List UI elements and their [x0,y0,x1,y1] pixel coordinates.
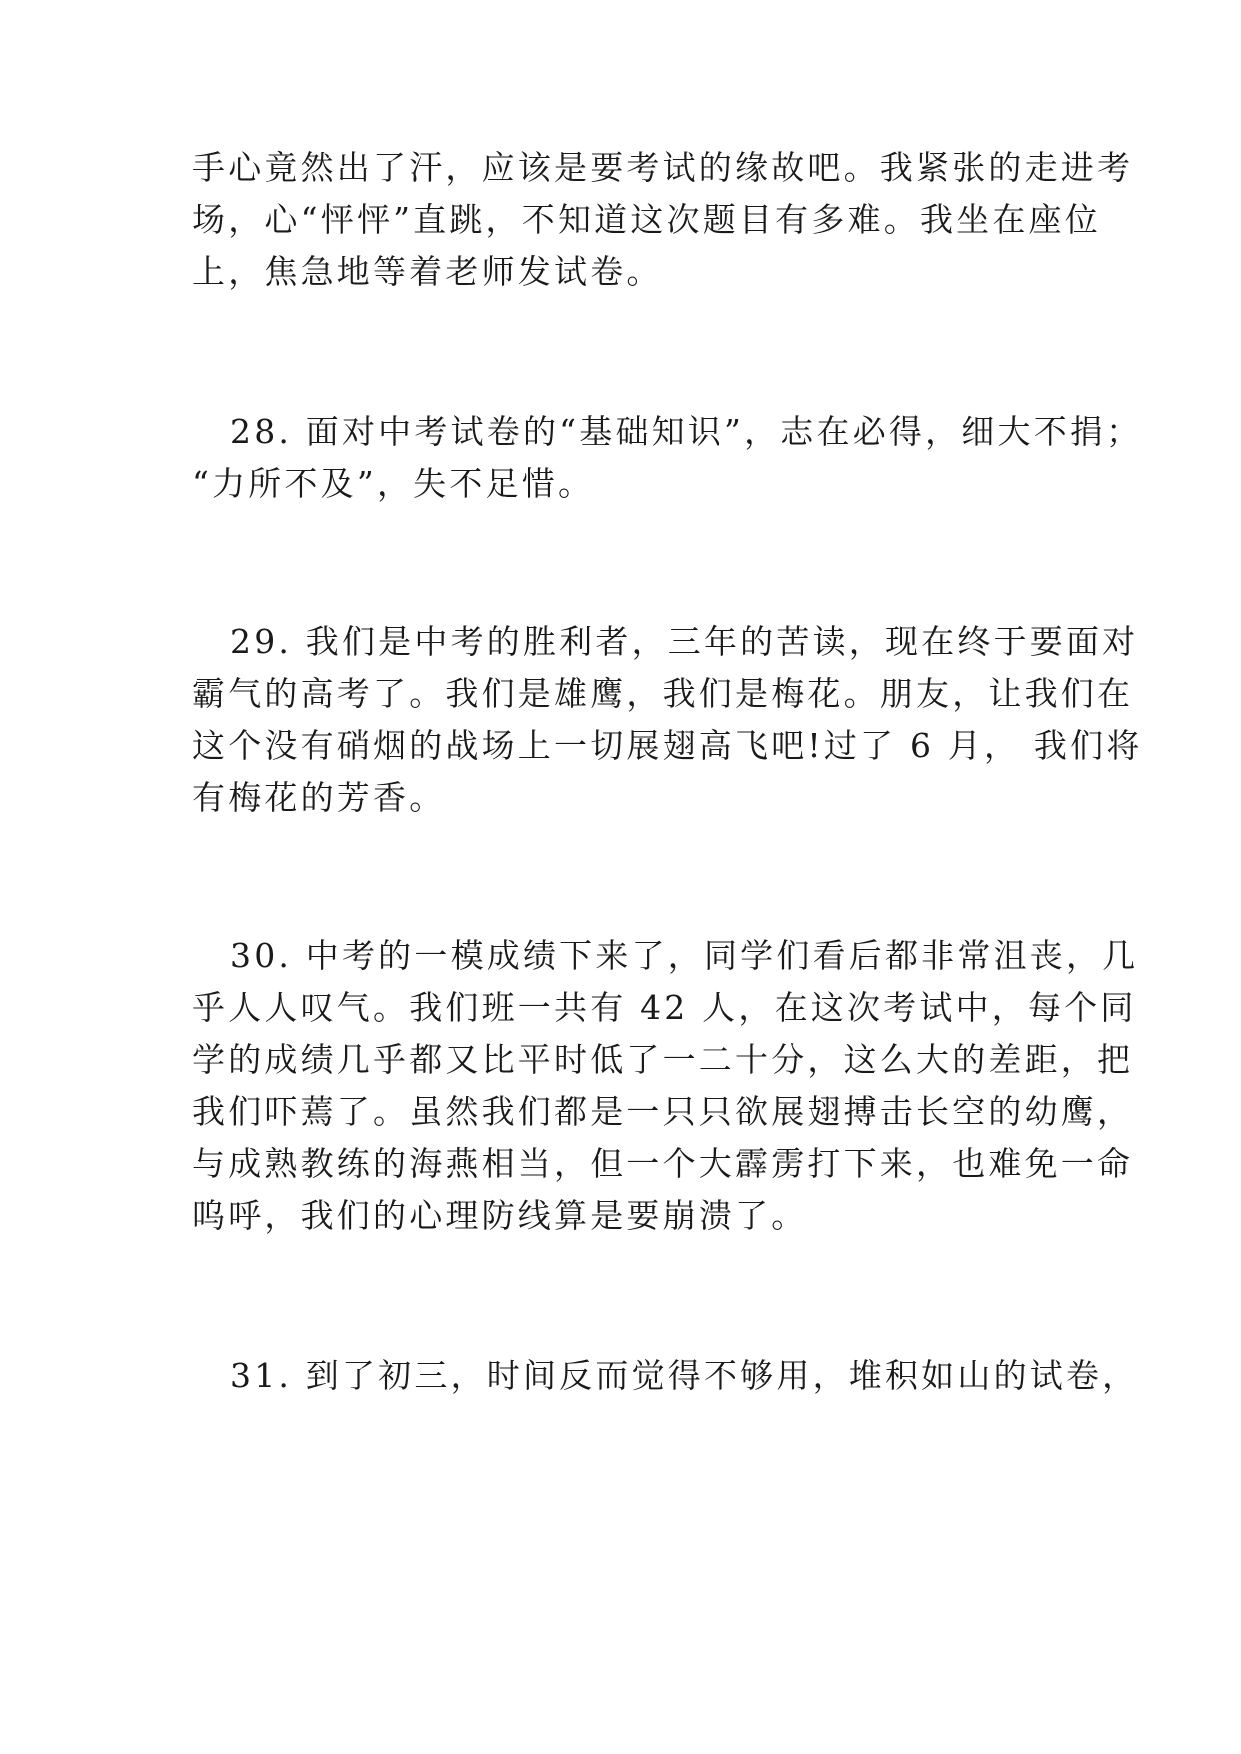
text-line: 28. 面对中考试卷的“基础知识”，志在必得，细大不捐； [230,412,1143,451]
text-line: 霸气的高考了。我们是雄鹰，我们是梅花。朋友，让我们在 [192,674,1134,713]
text-line: 学的成绩几乎都又比平时低了一二十分，这么大的差距，把 [192,1040,1134,1079]
text-line: 与成熟教练的海燕相当，但一个大霹雳打下来，也难免一命 [192,1144,1134,1183]
text-line: 场，心“怦怦”直跳，不知道这次题目有多难。我坐在座位 [192,200,1101,239]
text-line: 呜呼，我们的心理防线算是要崩溃了。 [192,1196,808,1235]
text-line: 我们吓蔫了。虽然我们都是一只只欲展翅搏击长空的幼鹰， [192,1092,1134,1131]
text-line: 29. 我们是中考的胜利者，三年的苦读，现在终于要面对 [230,622,1139,661]
text-line: 乎人人叹气。我们班一共有 42 人，在这次考试中，每个同 [192,988,1137,1027]
text-line: 手心竟然出了汗，应该是要考试的缘故吧。我紧张的走进考 [192,148,1134,187]
text-line: 有梅花的芳香。 [192,778,446,817]
text-line: 这个没有硝烟的战场上一切展翅高飞吧!过了 6 月， 我们将 [192,726,1143,765]
text-line: 31. 到了初三，时间反而觉得不够用，堆积如山的试卷， [230,1356,1139,1395]
text-line: 30. 中考的一模成绩下来了，同学们看后都非常沮丧，几 [230,936,1139,975]
text-line: 上，焦急地等着老师发试卷。 [192,252,663,291]
text-line: “力所不及”，失不足惜。 [192,464,595,503]
